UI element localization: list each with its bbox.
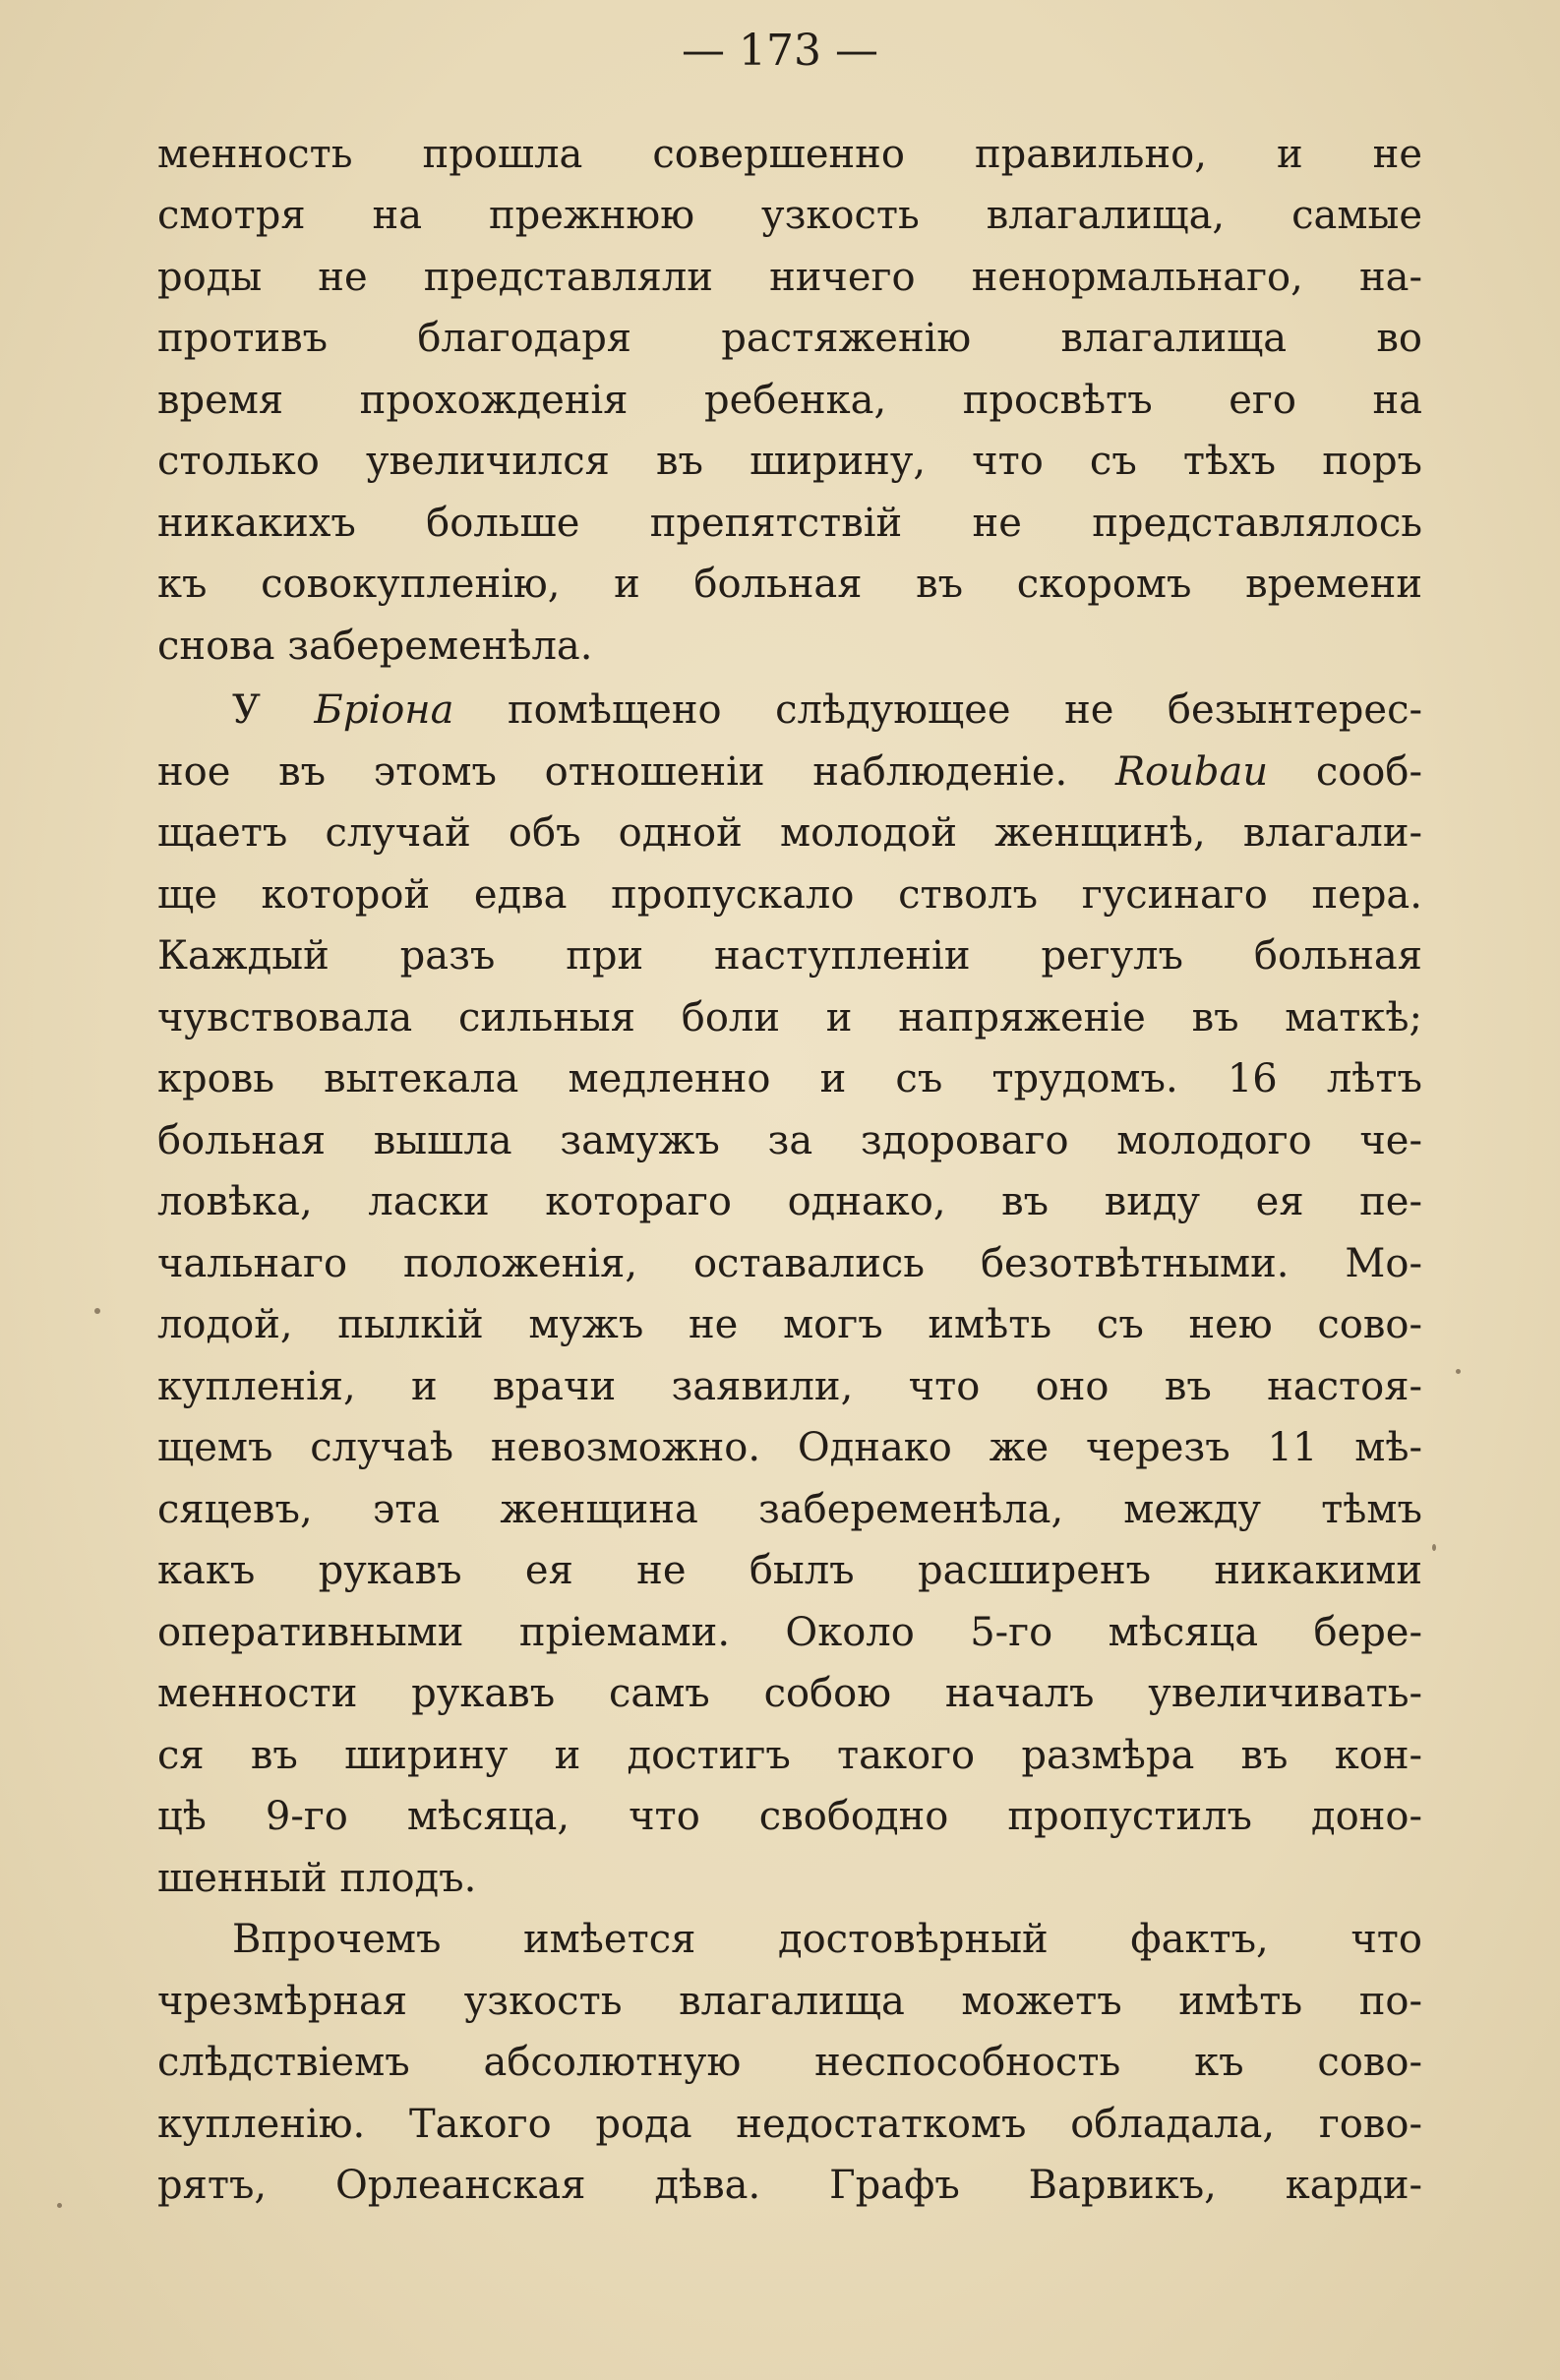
text-line: оперативными пріемами. Около 5-го мѣсяца бере- <box>157 1610 1422 1655</box>
text-line: снова забеременѣла. <box>157 624 593 669</box>
page-number: — 173 — <box>682 26 878 76</box>
text-line: больная вышла замужъ за здороваго молодого че- <box>157 1118 1422 1163</box>
text-line: слѣдствіемъ абсолютную неспособность къ сово- <box>157 2040 1422 2085</box>
text-line: менность прошла совершенно правильно, и не <box>157 132 1422 177</box>
text-line: время прохожденія ребенка, просвѣтъ его на <box>157 378 1422 423</box>
text-line: чрезмѣрная узкость влагалища можетъ имѣть по- <box>157 1979 1422 2024</box>
text-line: роды не представляли ничего ненормальнаго, на- <box>157 255 1422 300</box>
text-line: цѣ 9-го мѣсяца, что свободно пропустилъ доно- <box>157 1794 1422 1839</box>
text-line: менности рукавъ самъ собою началъ увеличивать- <box>157 1671 1422 1716</box>
text-line: лодой, пылкій мужъ не могъ имѣть съ нею сово- <box>157 1302 1422 1347</box>
text-line: ся въ ширину и достигъ такого размѣра въ кон- <box>157 1733 1422 1778</box>
text-line: ное въ этомъ отношеніи наблюденіе. Roubau сооб- <box>157 749 1422 795</box>
paper-speck <box>1432 1544 1436 1551</box>
paper-speck <box>57 2203 62 2208</box>
paper-speck <box>1456 1369 1461 1374</box>
text-line: щемъ случаѣ невозможно. Однако же черезъ 11 мѣ- <box>157 1425 1422 1470</box>
text-line: ловѣка, ласки котораго однако, въ виду ея пе- <box>157 1179 1422 1224</box>
text-line: къ совокупленію, и больная въ скоромъ времени <box>157 562 1422 607</box>
paper-speck <box>94 1308 100 1314</box>
text-line: смотря на прежнюю узкость влагалища, самые <box>157 193 1422 238</box>
text-line: Каждый разъ при наступленіи регулъ больная <box>157 933 1422 979</box>
text-line: чальнаго положенія, оставались безотвѣтными. Мо- <box>157 1241 1422 1286</box>
text-line: купленію. Такого рода недостаткомъ обладала, гово- <box>157 2102 1422 2147</box>
text-line: У Бріона помѣщено слѣдующее не безынтерес- <box>232 687 1422 733</box>
author-name-brion: Бріона <box>314 687 454 733</box>
text-line: рятъ, Орлеанская дѣва. Графъ Варвикъ, карди- <box>157 2163 1422 2208</box>
text-line: никакихъ больше препятствій не представлялось <box>157 501 1422 546</box>
text-line: купленія, и врачи заявили, что оно въ настоя- <box>157 1364 1422 1409</box>
text-line: противъ благодаря растяженію влагалища во <box>157 316 1422 361</box>
text-line: столько увеличился въ ширину, что съ тѣхъ поръ <box>157 439 1422 484</box>
text-line: чувствовала сильныя боли и напряженіе въ маткѣ; <box>157 995 1422 1041</box>
text-line: какъ рукавъ ея не былъ расширенъ никакими <box>157 1548 1422 1593</box>
text-line: щаетъ случай объ одной молодой женщинѣ, влагали- <box>157 810 1422 856</box>
text-line: сяцевъ, эта женщина забеременѣла, между тѣмъ <box>157 1487 1422 1532</box>
text-line: шенный плодъ. <box>157 1856 477 1901</box>
text-line: Впрочемъ имѣется достовѣрный фактъ, что <box>232 1917 1422 1962</box>
text-line: ще которой едва пропускало стволъ гусинаго пера. <box>157 872 1422 918</box>
author-name-roubau: Roubau <box>1114 749 1269 795</box>
text-line: кровь вытекала медленно и съ трудомъ. 16 лѣтъ <box>157 1056 1422 1101</box>
